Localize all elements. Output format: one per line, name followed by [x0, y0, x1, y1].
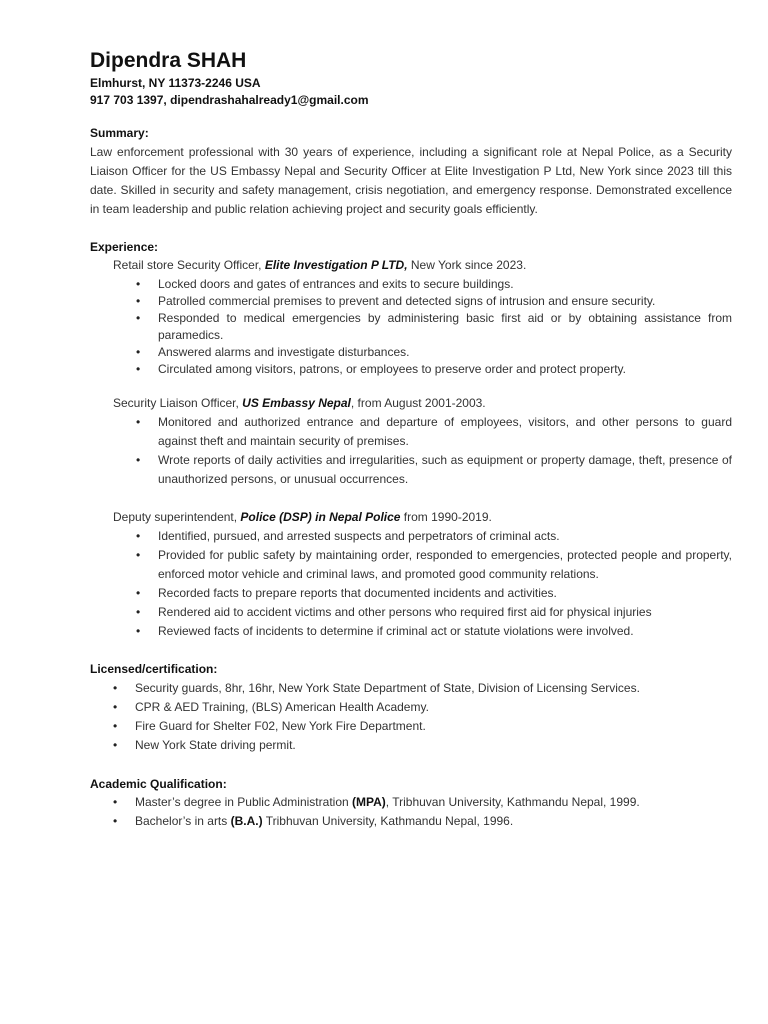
list-item: • Monitored and authorized entrance and departure of employees, visitors, and other persons to guard against theft and maintain security of premises.	[136, 413, 732, 451]
job-role: Security Liaison Officer,	[113, 396, 243, 410]
job-title-line	[113, 508, 492, 527]
list-item	[113, 812, 733, 831]
list-item: • Reviewed facts of incidents to determine if criminal act or statute violations were involved.	[136, 622, 732, 641]
job-duties-list	[136, 527, 732, 641]
list-item: • Responded to medical emergencies by administering basic first aid or by obtaining assistance from paramedics.	[136, 310, 732, 344]
certification-list	[113, 679, 733, 755]
list-item: • Rendered aid to accident victims and other persons who required first aid for physical injuries	[136, 603, 732, 622]
list-item: • New York State driving permit.	[113, 736, 733, 755]
list-item: • Patrolled commercial premises to prevent and detected signs of intrusion and ensure security.	[136, 293, 732, 310]
phone-email: 917 703 1397, dipendrashahalready1@gmail.com	[90, 93, 369, 107]
degree-name: Bachelor’s in arts	[135, 814, 231, 828]
list-item: • Provided for public safety by maintaining order, responded to emergencies, protected people and property, enforced motor vehicle and criminal laws, and promoted good community relations.	[136, 546, 732, 584]
experience-heading: Experience:	[90, 240, 159, 254]
degree-abbr: (MPA)	[352, 795, 386, 809]
degree-abbr: (B.A.)	[230, 814, 263, 828]
job-duties-list	[136, 276, 732, 378]
list-item: • Locked doors and gates of entrances and exits to secure buildings.	[136, 276, 732, 293]
list-item: • Identified, pursued, and arrested suspects and perpetrators of criminal acts.	[136, 527, 732, 546]
applicant-name: Dipendra SHAH	[90, 49, 247, 72]
degree-details: Tribhuvan University, Kathmandu Nepal, 1996.	[262, 814, 514, 828]
degree-details: , Tribhuvan University, Kathmandu Nepal, 1999.	[385, 795, 640, 809]
list-item: • Wrote reports of daily activities and irregularities, such as equipment or property damage, theft, presence of unauthorized persons, or unusual occurrences.	[136, 451, 732, 489]
academic-list	[113, 793, 733, 831]
job-role: Retail store Security Officer,	[113, 258, 265, 272]
job-role: Deputy superintendent,	[113, 510, 241, 524]
list-item	[113, 793, 733, 812]
address: Elmhurst, NY 11373-2246 USA	[90, 76, 261, 90]
job-dates: New York since 2023.	[407, 258, 527, 272]
degree-name: Master’s degree in Public Administration	[135, 795, 352, 809]
list-item: • Fire Guard for Shelter F02, New York Fire Department.	[113, 717, 733, 736]
certification-heading: Licensed/certification:	[90, 662, 218, 676]
academic-heading: Academic Qualification:	[90, 777, 227, 791]
summary-heading: Summary:	[90, 126, 149, 140]
list-item: • Recorded facts to prepare reports that documented incidents and activities.	[136, 584, 732, 603]
job-dates: from 1990-2019.	[400, 510, 492, 524]
job-duties-list	[136, 413, 732, 489]
job-organization: Elite Investigation P LTD,	[264, 258, 408, 272]
summary-text: Law enforcement professional with 30 years of experience, including a significant role at Nepal Police, as a Security Liaison Officer for the US Embassy Nepal and Security Officer at Elite Investigation P Ltd, New York since 2023 till this date. Skilled in security and safety management, crisis negotiation, and emergency response. Demonstrated excellence in team leadership and public relation achieving project and security goals efficiently.	[90, 145, 732, 216]
list-item: • CPR & AED Training, (BLS) American Health Academy.	[113, 698, 733, 717]
job-organization: Police (DSP) in Nepal Police	[240, 510, 401, 524]
list-item: • Answered alarms and investigate disturbances.	[136, 344, 732, 361]
job-organization: US Embassy Nepal	[242, 396, 351, 410]
list-item: • Security guards, 8hr, 16hr, New York State Department of State, Division of Licensing Services.	[113, 679, 733, 698]
list-item: • Circulated among visitors, patrons, or employees to preserve order and protect property.	[136, 361, 732, 378]
job-dates: , from August 2001-2003.	[350, 396, 486, 410]
job-title-line	[113, 394, 486, 413]
job-title-line	[113, 256, 526, 275]
